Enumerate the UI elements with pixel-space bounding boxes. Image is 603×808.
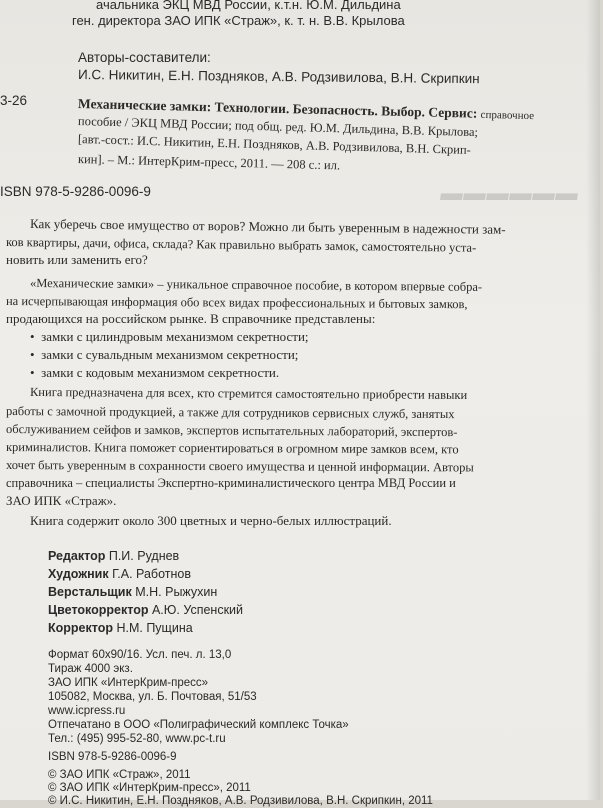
annotation-p3-line-1: Книга предназначена для всех, кто стремится самостоятельно приобрести навыки: [29, 385, 468, 403]
bullet-item-1: • замки с цилиндровым механизмом секретности;: [30, 329, 309, 344]
catalog-code: 3-26: [0, 93, 28, 108]
bullet-item-3: • замки с кодовым механизмом секретности.: [30, 365, 280, 380]
imprint-line-6: Отпечатано в ООО «Полиграфический комплекс Точка»: [48, 719, 349, 731]
imprint-line-5: www.icpress.ru: [48, 705, 126, 717]
authors-heading: Авторы-составители:: [78, 50, 211, 65]
credit-layout-role: Верстальщик: [48, 585, 132, 599]
imprint-line-7: Тел.: (495) 995-52-80, www.pc-t.ru: [48, 733, 226, 745]
annotation-p1-line-3: новить или заменить его?: [6, 252, 148, 267]
imprint-line-4: 105082, Москва, ул. Б. Почтовая, 51/53: [48, 691, 257, 703]
annotation-p4: Книга содержит около 300 цветных и черно-белых иллюстраций.: [30, 513, 392, 528]
credit-color-name: А.Ю. Успенский: [151, 603, 243, 617]
credit-layout: [48, 584, 217, 600]
page-edge-shadow: [586, 0, 600, 800]
credit-proofreader-role: Корректор: [48, 621, 113, 635]
isbn-bottom: ISBN 978-5-9286-0096-9: [48, 751, 177, 763]
credit-editor-role: Редактор: [48, 549, 106, 563]
credit-color: [48, 602, 243, 618]
credit-artist: [48, 566, 191, 582]
bullet-item-2-text: замки с сувальдным механизмом секретности;: [41, 347, 299, 362]
authors-names: И.С. Никитин, Е.Н. Поздняков, А.В. Родзивилова, В.Н. Скрипкин: [77, 67, 480, 87]
imprint-line-3: ЗАО ИПК «ИнтерКрим-пресс»: [48, 677, 209, 689]
credit-editor-name: П.И. Руднев: [108, 549, 180, 563]
annotation-p3-line-2: работы с замочной продукцией, а также для сотрудников сервисных служб, занятых: [5, 404, 455, 422]
copyright-line-1: © ЗАО ИПК «Страж», 2011: [48, 769, 191, 781]
annotation-p3-line-7: ЗАО ИПК «Страж».: [6, 493, 117, 508]
bullet-item-1-text: замки с цилиндровым механизмом секретности;: [41, 329, 309, 344]
annotation-p2-line-1: «Механические замки» – уникальное справочное пособие, в котором впервые собра-: [29, 276, 483, 294]
annotation-p2-line-2: на исчерпывающая информация обо всех видах профессиональных и бытовых замков,: [5, 294, 468, 312]
annotation-p2-line-3: продающихся на российском рынке. В справочнике представлены:: [6, 311, 376, 326]
catalog-line-2: пособие / ЭКЦ МВД России; под общ. ред. Ю.М. Дильдина, В.В. Крылова;: [77, 114, 479, 140]
credit-color-role: Цветокорректор: [48, 603, 149, 617]
bleed-through-artifact: ▬▬▬▬▬▬: [439, 180, 581, 205]
annotation-p1-line-2: ков квартиры, дачи, офиса, склада? Как правильно выбрать замок, самостоятельно уста-: [5, 235, 477, 255]
bullet-item-2: • замки с сувальдным механизмом секретности;: [30, 347, 299, 362]
copyright-line-2: © ЗАО ИПК «ИнтерКрим-пресс», 2011: [48, 782, 251, 794]
credit-editor: [48, 548, 179, 564]
annotation-p1-line-1: Как уберечь свое имущество от воров? Можно ли быть уверенным в надежности зам-: [29, 216, 506, 237]
header-line-1: ачальника ЭКЦ МВД России, к.т.н. Ю.М. Дильдина: [96, 0, 401, 12]
annotation-p3-line-5: хочет быть уверенным в сохранности своего имущества и ценной информации. Авторы: [5, 458, 474, 475]
credit-proofreader-name: Н.М. Пущина: [116, 621, 193, 635]
bullet-item-3-text: замки с кодовым механизмом секретности.: [41, 365, 280, 380]
credit-layout-name: М.Н. Рыжухин: [135, 585, 218, 599]
catalog-title: Механические замки: Технологии. Безопасность. Выбор. Сервис:: [77, 96, 478, 121]
catalog-line-3: [авт.-сост.: И.С. Никитин, Е.Н. Поздняков, А.В. Родзивилова, В.Н. Скрип-: [77, 132, 472, 157]
annotation-p3-line-6: справочника – специалисты Экспертно-криминалистического центра МВД России и: [6, 476, 456, 490]
credit-proofreader: [48, 620, 193, 636]
annotation-p3-line-4: криминалистов. Книга поможет сориентироваться в огромном мире замков всем, кто: [5, 440, 459, 457]
imprint-line-2: Тираж 4000 экз.: [48, 663, 133, 675]
catalog-title-tail: справочное: [480, 108, 535, 123]
catalog-line-4: кин]. – М.: ИнтерКрим-пресс, 2011. — 208 с.: ил.: [77, 152, 341, 173]
isbn-top: ISBN 978-5-9286-0096-9: [0, 184, 151, 199]
credit-artist-name: Г.А. Работнов: [112, 567, 191, 581]
credit-artist-role: Художник: [48, 567, 109, 581]
imprint-line-1: Формат 60х90/16. Усл. печ. л. 13,0: [48, 649, 232, 661]
header-line-2: ген. директора ЗАО ИПК «Страж», к. т. н. В.В. Крылова: [72, 13, 405, 28]
annotation-p3-line-3: обслуживанием сейфов и замков, экспертов испытательных лабораторий, экспертов-: [5, 422, 458, 440]
copyright-line-3: © И.С. Никитин, Е.Н. Поздняков, А.В. Родзивилова, В.Н. Скрипкин, 2011: [48, 795, 433, 807]
